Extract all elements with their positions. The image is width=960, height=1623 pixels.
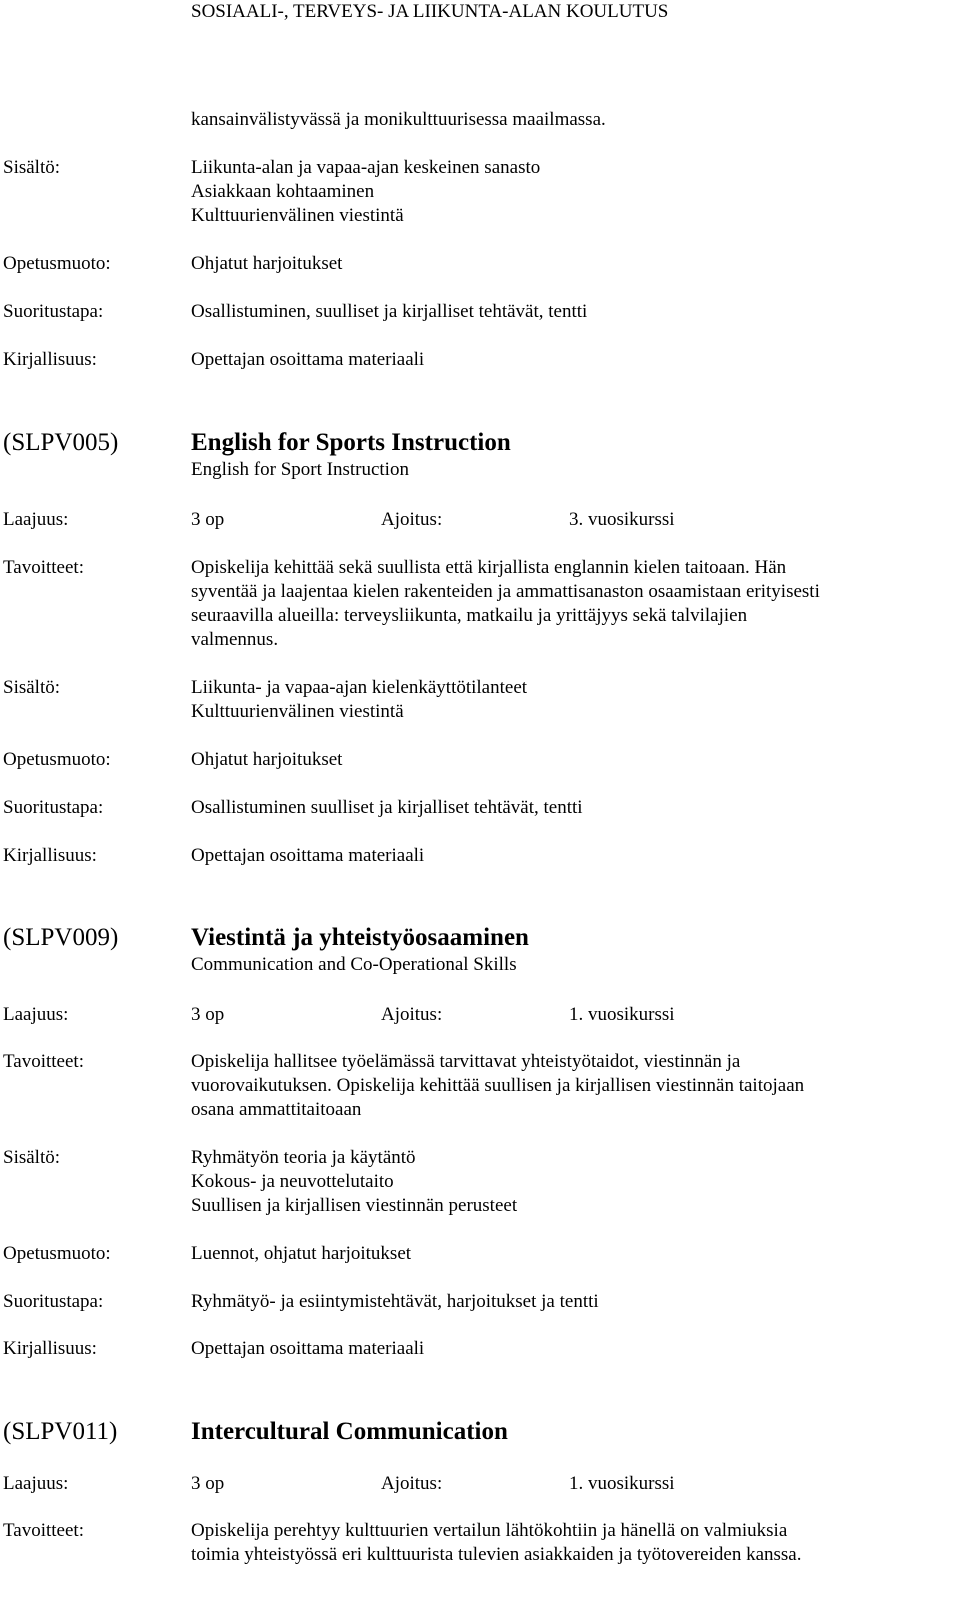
literature-label: Kirjallisuus: — [3, 349, 97, 370]
teaching-method-label: Opetusmuoto: — [3, 1243, 111, 1264]
course-heading — [3, 923, 943, 983]
timing-value: 3. vuosikurssi — [569, 509, 675, 530]
teaching-method-label: Opetusmuoto: — [3, 749, 111, 770]
credits-value: 3 op — [191, 509, 225, 530]
course-subtitle: Communication and Co-Operational Skills — [191, 954, 517, 975]
course-title: Intercultural Communication — [191, 1418, 508, 1445]
text-line: Kulttuurienvälinen viestintä — [191, 701, 404, 722]
objectives-label: Tavoitteet: — [3, 1051, 84, 1072]
text-line: Opiskelija kehittää sekä suullista että kirjallista englannin kielen taitoaan. Hän — [191, 557, 787, 578]
text-line: Liikunta-alan ja vapaa-ajan keskeinen sanasto — [191, 157, 541, 178]
text-line: Suullisen ja kirjallisen viestinnän perusteet — [191, 1195, 518, 1216]
timing-label: Ajoitus: — [381, 1004, 443, 1025]
literature-label: Kirjallisuus: — [3, 845, 97, 866]
completion-label: Suoritustapa: — [3, 1291, 104, 1312]
text-line: valmennus. — [191, 629, 279, 650]
course-code: (SLPV009) — [3, 924, 119, 951]
content-label: Sisältö: — [3, 677, 61, 698]
text-line: Kulttuurienvälinen viestintä — [191, 205, 404, 226]
text-line: Osallistuminen suulliset ja kirjalliset tehtävät, tentti — [191, 797, 583, 818]
credits-label: Laajuus: — [3, 509, 69, 530]
text-line: Kokous- ja neuvottelutaito — [191, 1171, 394, 1192]
course-heading — [3, 428, 943, 488]
text-line: Ohjatut harjoitukset — [191, 749, 343, 770]
text-line: Opettajan osoittama materiaali — [191, 845, 425, 866]
text-line: vuorovaikutuksen. Opiskelija kehittää suullisen ja kirjallisen viestinnän taitojaan — [191, 1075, 805, 1096]
credits-value: 3 op — [191, 1473, 225, 1494]
text-line: seuraavilla alueilla: terveysliikunta, matkailu ja yrittäjyys sekä talvilajien — [191, 605, 748, 626]
credits-label: Laajuus: — [3, 1473, 69, 1494]
text-line: Luennot, ohjatut harjoitukset — [191, 1243, 412, 1264]
timing-value: 1. vuosikurssi — [569, 1473, 675, 1494]
course-title: English for Sports Instruction — [191, 429, 511, 456]
course-code: (SLPV011) — [3, 1418, 118, 1445]
text-line: Osallistuminen, suulliset ja kirjalliset tehtävät, tentti — [191, 301, 588, 322]
text-line: Liikunta- ja vapaa-ajan kielenkäyttötilanteet — [191, 677, 528, 698]
course-title: Viestintä ja yhteistyöosaaminen — [191, 924, 529, 951]
course-heading — [3, 1417, 943, 1447]
page-header: SOSIAALI-, TERVEYS- JA LIIKUNTA-ALAN KOULUTUS — [191, 1, 669, 22]
credits-value: 3 op — [191, 1004, 225, 1025]
text-line: Opettajan osoittama materiaali — [191, 1338, 425, 1359]
text-line: Opettajan osoittama materiaali — [191, 349, 425, 370]
text-line: kansainvälistyvässä ja monikulttuurisessa maailmassa. — [191, 109, 606, 130]
text-line: Ohjatut harjoitukset — [191, 253, 343, 274]
teaching-method-label: Opetusmuoto: — [3, 253, 111, 274]
content-label: Sisältö: — [3, 1147, 61, 1168]
text-line: Asiakkaan kohtaaminen — [191, 181, 375, 202]
credits-label: Laajuus: — [3, 1004, 69, 1025]
timing-label: Ajoitus: — [381, 1473, 443, 1494]
course-code: (SLPV005) — [3, 429, 119, 456]
text-line: Opiskelija hallitsee työelämässä tarvittavat yhteistyötaidot, viestinnän ja — [191, 1051, 741, 1072]
text-line: Opiskelija perehtyy kulttuurien vertailun lähtökohtiin ja hänellä on valmiuksia — [191, 1520, 788, 1541]
text-line: Ryhmätyö- ja esiintymistehtävät, harjoitukset ja tentti — [191, 1291, 599, 1312]
content-label: Sisältö: — [3, 157, 61, 178]
text-line: Ryhmätyön teoria ja käytäntö — [191, 1147, 416, 1168]
text-line: osana ammattitaitoaan — [191, 1099, 362, 1120]
text-line: toimia yhteistyössä eri kulttuurista tulevien asiakkaiden ja työtovereiden kanssa. — [191, 1544, 802, 1565]
objectives-label: Tavoitteet: — [3, 1520, 84, 1541]
timing-label: Ajoitus: — [381, 509, 443, 530]
text-line: syventää ja laajentaa kielen rakenteiden ja ammattisanaston osaamistaan erityisesti — [191, 581, 820, 602]
timing-value: 1. vuosikurssi — [569, 1004, 675, 1025]
completion-label: Suoritustapa: — [3, 797, 104, 818]
course-subtitle: English for Sport Instruction — [191, 459, 409, 480]
literature-label: Kirjallisuus: — [3, 1338, 97, 1359]
completion-label: Suoritustapa: — [3, 301, 104, 322]
objectives-label: Tavoitteet: — [3, 557, 84, 578]
